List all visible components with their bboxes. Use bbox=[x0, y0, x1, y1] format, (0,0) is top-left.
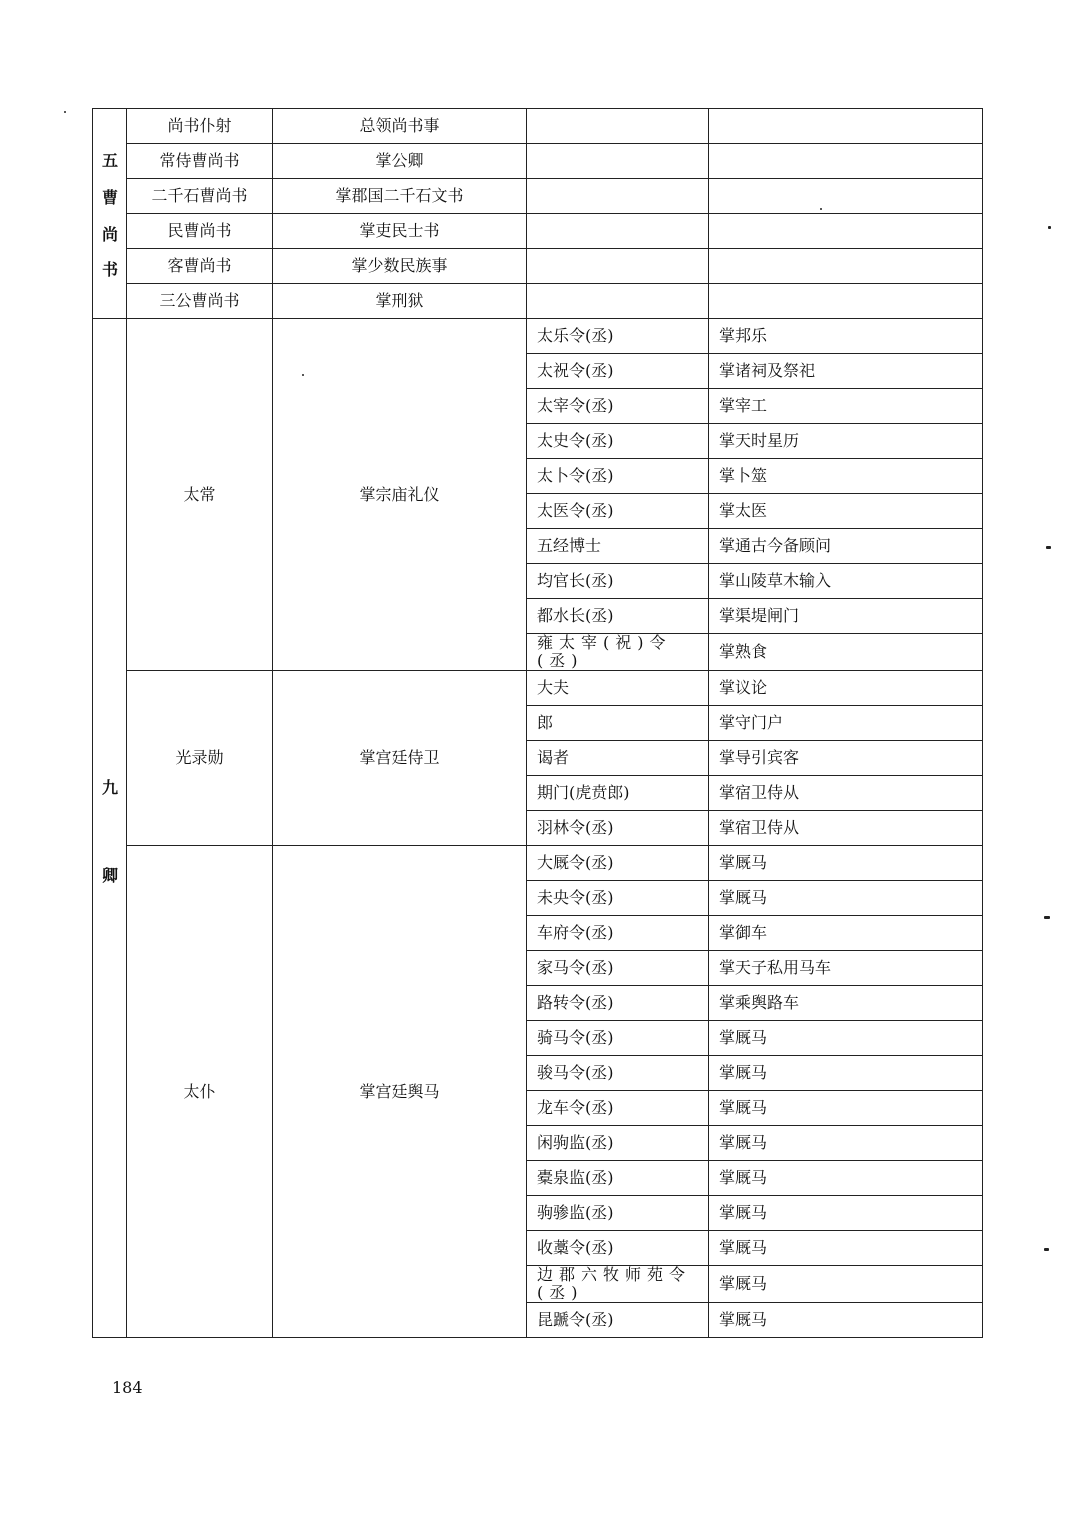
table-row bbox=[93, 671, 983, 706]
office-duty: 总领尚书事 bbox=[273, 109, 527, 144]
sub-office-duty: 掌宰工 bbox=[709, 389, 983, 424]
empty-cell bbox=[709, 284, 983, 319]
empty-cell bbox=[709, 179, 983, 214]
office-title: 常侍曹尚书 bbox=[127, 144, 273, 179]
empty-cell bbox=[709, 144, 983, 179]
sub-office-name: 车府令(丞) bbox=[527, 916, 709, 951]
sub-office-name: 羽林令(丞) bbox=[527, 811, 709, 846]
sub-office-duty: 掌议论 bbox=[709, 671, 983, 706]
office-title: 二千石曹尚书 bbox=[127, 179, 273, 214]
sub-office-name: 期门(虎贲郎) bbox=[527, 776, 709, 811]
office-duty: 掌刑狱 bbox=[273, 284, 527, 319]
ministry-title: 太常 bbox=[127, 319, 273, 671]
group-label-char: 书 bbox=[101, 260, 118, 279]
empty-cell bbox=[527, 144, 709, 179]
sub-office-name: 收藁令(丞) bbox=[527, 1231, 709, 1266]
empty-cell bbox=[527, 249, 709, 284]
sub-office-name: 太史令(丞) bbox=[527, 424, 709, 459]
group-label-char: 尚 bbox=[101, 225, 118, 244]
sub-office-name: 驹骖监(丞) bbox=[527, 1196, 709, 1231]
group-label-char: 曹 bbox=[101, 188, 118, 207]
sub-office-duty: 掌厩马 bbox=[709, 1126, 983, 1161]
page-number: 184 bbox=[112, 1378, 143, 1397]
sub-office-name: 太祝令(丞) bbox=[527, 354, 709, 389]
sub-office-name: 骏马令(丞) bbox=[527, 1056, 709, 1091]
scan-speck bbox=[1044, 1248, 1049, 1251]
scan-speck bbox=[820, 208, 822, 210]
sub-office-name: 大夫 bbox=[527, 671, 709, 706]
sub-office-name: 太宰令(丞) bbox=[527, 389, 709, 424]
empty-cell bbox=[527, 284, 709, 319]
sub-office-name: 大厩令(丞) bbox=[527, 846, 709, 881]
ministry-duty: 掌宫廷舆马 bbox=[273, 846, 527, 1338]
empty-cell bbox=[709, 249, 983, 284]
sub-office-duty: 掌太医 bbox=[709, 494, 983, 529]
table-row bbox=[93, 214, 983, 249]
sub-office-duty: 掌守门户 bbox=[709, 706, 983, 741]
officials-table bbox=[92, 108, 983, 1338]
sub-office-name: 龙车令(丞) bbox=[527, 1091, 709, 1126]
sub-office-duty: 掌厩马 bbox=[709, 846, 983, 881]
table-row bbox=[93, 249, 983, 284]
office-title: 尚书仆射 bbox=[127, 109, 273, 144]
sub-office-duty: 掌厩马 bbox=[709, 1266, 983, 1303]
scan-speck bbox=[64, 111, 66, 113]
sub-office-name: 家马令(丞) bbox=[527, 951, 709, 986]
sub-office-name: 都水长(丞) bbox=[527, 599, 709, 634]
group-label bbox=[93, 109, 127, 319]
sub-office-duty: 掌宿卫侍从 bbox=[709, 811, 983, 846]
ministry-duty: 掌宗庙礼仪 bbox=[273, 319, 527, 671]
empty-cell bbox=[527, 214, 709, 249]
sub-office-duty: 掌渠堤闸门 bbox=[709, 599, 983, 634]
sub-office-duty: 掌熟食 bbox=[709, 634, 983, 671]
office-duty: 掌吏民士书 bbox=[273, 214, 527, 249]
ministry-title: 太仆 bbox=[127, 846, 273, 1338]
empty-cell bbox=[527, 179, 709, 214]
table-row bbox=[93, 319, 983, 354]
table-row bbox=[93, 144, 983, 179]
sub-office-name: 骑马令(丞) bbox=[527, 1021, 709, 1056]
sub-office-name: 均官长(丞) bbox=[527, 564, 709, 599]
office-duty: 掌公卿 bbox=[273, 144, 527, 179]
sub-office-duty: 掌天时星历 bbox=[709, 424, 983, 459]
scan-speck bbox=[1046, 546, 1051, 549]
empty-cell bbox=[709, 214, 983, 249]
sub-office-duty: 掌乘舆路车 bbox=[709, 986, 983, 1021]
sub-office-duty: 掌厩马 bbox=[709, 1161, 983, 1196]
table-row bbox=[93, 284, 983, 319]
ministry-title: 光录勋 bbox=[127, 671, 273, 846]
sub-office-name: 太医令(丞) bbox=[527, 494, 709, 529]
sub-office-name: 太乐令(丞) bbox=[527, 319, 709, 354]
group-label bbox=[93, 319, 127, 1338]
sub-office-name: 太卜令(丞) bbox=[527, 459, 709, 494]
sub-office-duty: 掌厩马 bbox=[709, 1231, 983, 1266]
group-label-char: 九 bbox=[101, 778, 118, 797]
group-label-char: 五 bbox=[101, 151, 118, 170]
table-row bbox=[93, 846, 983, 881]
sub-office-name: 闲驹监(丞) bbox=[527, 1126, 709, 1161]
empty-cell bbox=[527, 109, 709, 144]
sub-office-duty: 掌邦乐 bbox=[709, 319, 983, 354]
sub-office-duty: 掌厩马 bbox=[709, 1196, 983, 1231]
group-label-char: 卿 bbox=[101, 866, 118, 885]
sub-office-duty: 掌厩马 bbox=[709, 1091, 983, 1126]
sub-office-duty: 掌厩马 bbox=[709, 881, 983, 916]
sub-office-duty: 掌厩马 bbox=[709, 1303, 983, 1338]
scan-speck bbox=[302, 374, 304, 376]
office-duty: 掌少数民族事 bbox=[273, 249, 527, 284]
sub-office-name: 边郡六牧师苑令(丞) bbox=[527, 1266, 709, 1303]
sub-office-duty: 掌厩马 bbox=[709, 1056, 983, 1091]
sub-office-duty: 掌诸祠及祭祀 bbox=[709, 354, 983, 389]
sub-office-duty: 掌天子私用马车 bbox=[709, 951, 983, 986]
sub-office-name: 未央令(丞) bbox=[527, 881, 709, 916]
scan-speck bbox=[1044, 916, 1050, 919]
sub-office-name: 郎 bbox=[527, 706, 709, 741]
table-body bbox=[93, 109, 983, 1338]
sub-office-duty: 掌宿卫侍从 bbox=[709, 776, 983, 811]
sub-office-duty: 掌导引宾客 bbox=[709, 741, 983, 776]
sub-office-duty: 掌山陵草木输入 bbox=[709, 564, 983, 599]
sub-office-duty: 掌通古今备顾问 bbox=[709, 529, 983, 564]
sub-office-name: 昆蹏令(丞) bbox=[527, 1303, 709, 1338]
scan-speck bbox=[1048, 226, 1051, 229]
table-row bbox=[93, 109, 983, 144]
sub-office-duty: 掌御车 bbox=[709, 916, 983, 951]
empty-cell bbox=[709, 109, 983, 144]
office-duty: 掌郡国二千石文书 bbox=[273, 179, 527, 214]
sub-office-name: 橐泉监(丞) bbox=[527, 1161, 709, 1196]
sub-office-name: 谒者 bbox=[527, 741, 709, 776]
office-title: 三公曹尚书 bbox=[127, 284, 273, 319]
sub-office-name: 路转令(丞) bbox=[527, 986, 709, 1021]
sub-office-name: 雍太宰(祝)令(丞) bbox=[527, 634, 709, 671]
office-title: 民曹尚书 bbox=[127, 214, 273, 249]
table-row bbox=[93, 179, 983, 214]
ministry-duty: 掌宫廷侍卫 bbox=[273, 671, 527, 846]
sub-office-duty: 掌厩马 bbox=[709, 1021, 983, 1056]
sub-office-name: 五经博士 bbox=[527, 529, 709, 564]
sub-office-duty: 掌卜筮 bbox=[709, 459, 983, 494]
office-title: 客曹尚书 bbox=[127, 249, 273, 284]
